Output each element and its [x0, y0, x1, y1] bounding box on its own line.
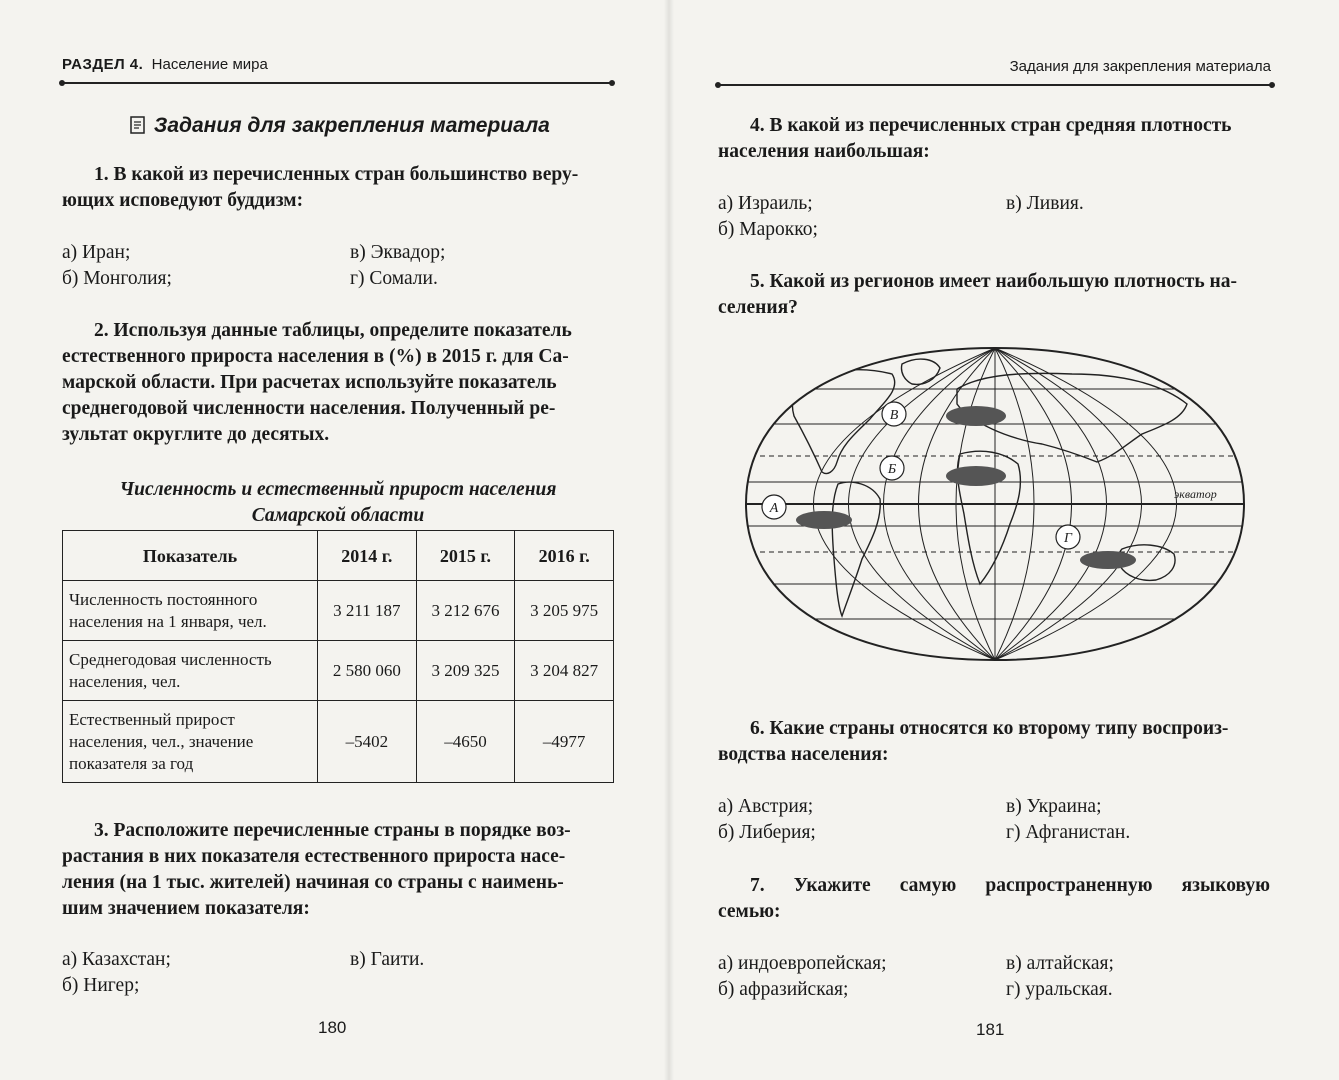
right-page	[668, 0, 1339, 1080]
question-1	[62, 162, 612, 214]
q3-option: б) Нигер;	[62, 975, 140, 996]
table-header-cell: Показатель	[63, 531, 318, 581]
row-label-line: населения на 1 января, чел.	[69, 611, 267, 631]
q1-line: 1. В какой из перечисленных стран большинство веру-	[94, 164, 579, 185]
question-6	[718, 716, 1270, 768]
running-header: Задания для закрепления материала	[1009, 58, 1271, 75]
north-america-outline	[792, 370, 894, 474]
q4-option: а) Израиль;	[718, 193, 813, 214]
q6-line: водства населения:	[718, 744, 889, 765]
q1-option: б) Монголия;	[62, 268, 172, 289]
table-cell: 3 209 325	[416, 641, 515, 701]
south-america-outline	[832, 482, 880, 616]
q1-option: а) Иран;	[62, 242, 131, 263]
region-highlight-b	[946, 466, 1006, 486]
q3-line: ления (на 1 тыс. жителей) начиная со страны с наимень-	[62, 872, 564, 893]
q5-line: 5. Какой из регионов имеет наибольшую плотность на-	[750, 271, 1238, 292]
q3-option: в) Гаити.	[350, 949, 425, 970]
q4-option: в) Ливия.	[1006, 193, 1084, 214]
q6-option: б) Либерия;	[718, 822, 816, 843]
table-header-cell: 2015 г.	[416, 531, 515, 581]
q6-option: в) Украина;	[1006, 796, 1102, 817]
row-label-line: показателя за год	[69, 753, 194, 773]
caption-line: Самарской области	[251, 505, 425, 526]
q2-line: среднегодовой численности населения. Полученный ре-	[62, 398, 556, 419]
page-number: 181	[976, 1020, 1005, 1039]
question-7	[718, 873, 1270, 925]
continents	[792, 359, 1187, 616]
q7-option: а) индоевропейская;	[718, 953, 887, 974]
q7-line: 7. Укажите самую распространенную языковую	[750, 875, 1270, 896]
q3-line: растания в них показателя естественного прироста насе-	[62, 846, 566, 867]
q3-line: шим значением показателя:	[62, 898, 310, 919]
q2-line: 2. Используя данные таблицы, определите показатель	[94, 320, 572, 341]
header-rule	[62, 82, 612, 84]
region-highlight-v	[946, 406, 1006, 426]
notepad-icon	[128, 115, 148, 135]
table-row	[63, 581, 614, 641]
question-5	[718, 269, 1270, 321]
row-label-line: Среднегодовая численность	[69, 649, 272, 669]
q6-line: 6. Какие страны относятся ко второму типу воспроиз-	[750, 718, 1229, 739]
table-cell: 3 211 187	[318, 581, 417, 641]
region-label-v: В	[889, 408, 899, 423]
row-label-line: населения, чел.	[69, 671, 181, 691]
region-label-a: А	[769, 501, 779, 516]
q4-option: б) Марокко;	[718, 219, 818, 240]
table-cell: –4977	[515, 701, 614, 783]
section-heading	[128, 114, 550, 138]
q1-option: в) Эквадор;	[350, 242, 446, 263]
table-caption	[62, 477, 614, 529]
greenland-outline	[901, 359, 940, 384]
q6-option: г) Афганистан.	[1006, 822, 1131, 843]
q6-option: а) Австрия;	[718, 796, 814, 817]
running-header	[62, 56, 268, 73]
q1-line: ющих исповедуют буддизм:	[62, 190, 304, 211]
q1-option: г) Сомали.	[350, 268, 438, 289]
question-3	[62, 818, 614, 922]
q7-option: б) афразийская;	[718, 979, 849, 1000]
row-label	[63, 701, 318, 783]
row-label-line: Численность постоянного	[69, 589, 258, 609]
q7-option: г) уральская.	[1006, 979, 1113, 1000]
header-rule	[718, 84, 1272, 86]
row-label-line: населения, чел., значение	[69, 731, 254, 751]
q5-line: селения?	[718, 297, 798, 318]
table-cell: 3 212 676	[416, 581, 515, 641]
q3-line: 3. Расположите перечисленные страны в порядке воз-	[94, 820, 571, 841]
q3-option: а) Казахстан;	[62, 949, 171, 970]
region-highlight-g	[1080, 551, 1136, 569]
q2-line: естественного прироста населения в (%) в 2015 г. для Са-	[62, 346, 569, 367]
table-header-row	[63, 531, 614, 581]
row-label	[63, 581, 318, 641]
q7-option: в) алтайская;	[1006, 953, 1114, 974]
world-map	[742, 344, 1248, 664]
section-title: Население мира	[151, 56, 268, 73]
q4-line: населения наибольшая:	[718, 141, 930, 162]
table-cell: 3 204 827	[515, 641, 614, 701]
table-header-cell: 2016 г.	[515, 531, 614, 581]
table-cell: –5402	[318, 701, 417, 783]
question-2	[62, 318, 614, 448]
region-label-g: Г	[1064, 531, 1072, 546]
left-page	[0, 0, 668, 1080]
caption-line: Численность и естественный прирост населения	[119, 479, 557, 500]
equator-label: экватор	[1174, 487, 1217, 501]
table-cell: 2 580 060	[318, 641, 417, 701]
table-cell: –4650	[416, 701, 515, 783]
row-label-line: Естественный прирост	[69, 709, 235, 729]
heading-text: Задания для закрепления материала	[153, 114, 550, 137]
table-cell: 3 205 975	[515, 581, 614, 641]
table-row	[63, 701, 614, 783]
section-number: РАЗДЕЛ 4.	[62, 56, 144, 73]
page-number: 180	[318, 1018, 347, 1037]
population-table	[62, 530, 614, 783]
table-header-cell: 2014 г.	[318, 531, 417, 581]
q4-line: 4. В какой из перечисленных стран средняя плотность	[750, 115, 1232, 136]
region-highlight-a	[796, 511, 852, 529]
region-label-b: Б	[887, 462, 897, 477]
q7-line: семью:	[718, 901, 781, 922]
q2-line: марской области. При расчетах используйте показатель	[62, 372, 557, 393]
table-row	[63, 641, 614, 701]
q2-line: зультат округлите до десятых.	[62, 424, 330, 445]
question-4	[718, 113, 1270, 165]
row-label	[63, 641, 318, 701]
